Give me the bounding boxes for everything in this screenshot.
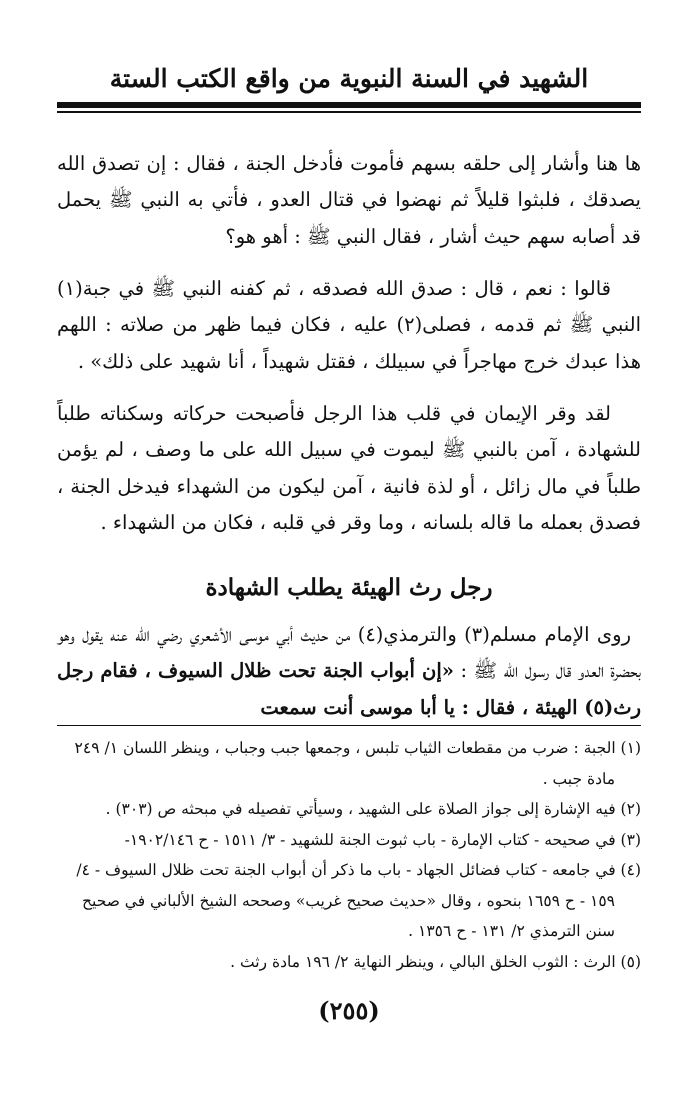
footnotes bbox=[57, 733, 641, 977]
footnote-2: (٢) فيه الإشارة إلى جواز الصلاة على الشهيد ، وسيأتي تفصيله في مبحثه ص (٣٠٣) . bbox=[105, 800, 641, 818]
running-header-title: الشهيد في السنة النبوية من واقع الكتب الستة bbox=[109, 64, 589, 93]
footnote-4-continuation-2: سنن الترمذي ٢/ ١٣١ - ح ١٣٥٦ . bbox=[408, 922, 615, 940]
section-heading: رجل رث الهيئة يطلب الشهادة bbox=[205, 574, 493, 602]
paragraph-4-hadith-quote: «إن أبواب الجنة تحت ظلال السيوف ، فقام رجل رث(٥) الهيئة ، فقال : يا أبا موسى أنت سمعت bbox=[57, 659, 641, 719]
paragraph-2: قالوا : نعم ، قال : صدق الله فصدقه ، ثم كفنه النبي ﷺ في جبة(١) النبي ﷺ ثم قدمه ، فصلى(٢) عليه ، فكان فيما ظهر من صلاته : اللهم هذا عبدك خرج مهاجراً في سبيلك ، فقتل شهيداً ، أنا شهيد على ذلك» . bbox=[57, 276, 642, 373]
footnote-4: (٤) في جامعه - كتاب فضائل الجهاد - باب ما ذكر أن أبواب الجنة تحت ظلال السيوف - ٤/ bbox=[76, 861, 641, 879]
footnote-1-continuation: مادة جبب . bbox=[542, 769, 615, 788]
header-rule-thin bbox=[57, 111, 641, 113]
header-rule-thick bbox=[57, 102, 641, 108]
paragraph-4-lead: روى الإمام مسلم(٣) والترمذي(٤) من حديث أبي موسى الأشعري رضي الله عنه يقول وهو بحضرة العدو قال رسول الله ﷺ : bbox=[57, 622, 641, 682]
footnote-4-continuation-1: ١٥٩ - ح ١٦٥٩ بنحوه ، وقال «حديث صحيح غريب» وصححه الشيخ الألباني في صحيح bbox=[82, 891, 615, 910]
paragraph-1: ها هنا وأشار إلى حلقه بسهم فأموت فأدخل الجنة ، فقال : إن تصدق الله يصدقك ، فلبثوا قليلاً ثم نهضوا في قتال العدو ، فأتي به النبي ﷺ يحمل قد أصابه سهم حيث أشار ، فقال النبي ﷺ : أهو هو؟ bbox=[57, 151, 641, 248]
footnote-5: (٥) الرث : الثوب الخلق البالي ، وينظر النهاية ٢/ ١٩٦ مادة رثث . bbox=[230, 952, 641, 971]
footnote-3: (٣) في صحيحه - كتاب الإمارة - باب ثبوت الجنة للشهيد - ٣/ ١٥١١ - ح ١٩٠٢/١٤٦- bbox=[124, 830, 641, 849]
paragraph-3: لقد وقر الإيمان في قلب هذا الرجل فأصبحت حركاته وسكناته طلباً للشهادة ، آمن بالنبي ﷺ ليموت في سبيل الله على ما وصف ، لم يؤمن طلباً في مال زائل ، أو لذة فانية ، آمن ليكون من الشهداء فيدخل الجنة ، فصدق بعمله ما قاله بلسانه ، وما وقر في قلبه ، فكان من الشهداء . bbox=[57, 401, 641, 534]
paragraph-4 bbox=[57, 617, 641, 727]
footnote-1: (١) الجبة : ضرب من مقطعات الثياب تلبس ، وجمعها جبب وجباب ، وينظر اللسان ١/ ٢٤٩ bbox=[74, 739, 641, 757]
footnote-separator bbox=[57, 725, 641, 726]
page-number: (٢٥٥) bbox=[318, 996, 380, 1025]
